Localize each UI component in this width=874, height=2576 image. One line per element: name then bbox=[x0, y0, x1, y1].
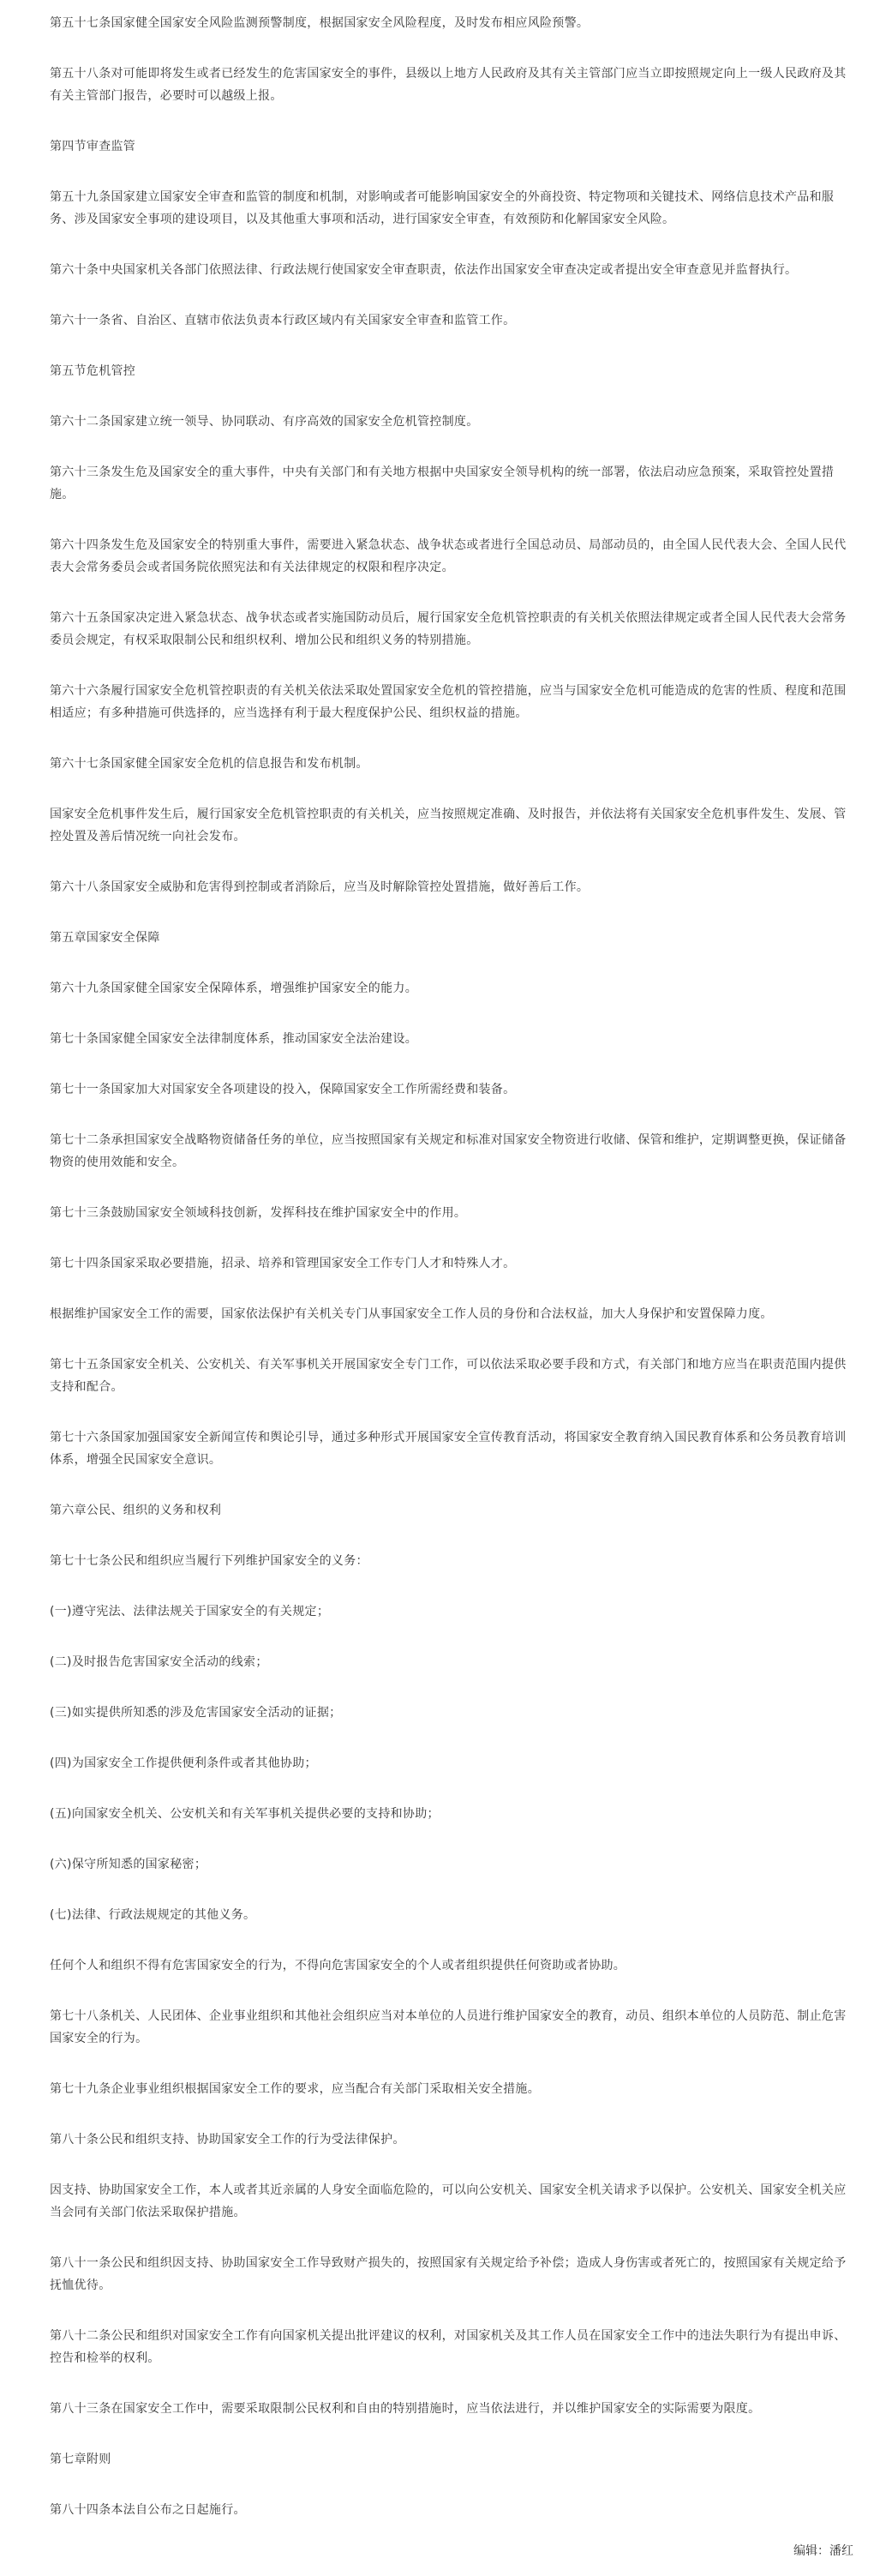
article-paragraph: (六)保守所知悉的国家秘密； bbox=[50, 1858, 207, 1871]
article-paragraph: 任何个人和组织不得有危害国家安全的行为，不得向危害国家安全的个人或者组织提供任何资助或者协助。 bbox=[50, 1959, 626, 1973]
article-paragraph: 第五十七条国家健全国家安全风险监测预警制度，根据国家安全风险程度，及时发布相应风险预警。 bbox=[50, 16, 590, 30]
article-paragraph: 第六十二条国家建立统一领导、协同联动、有序高效的国家安全危机管控制度。 bbox=[50, 415, 479, 429]
article-paragraph: 第五章国家安全保障 bbox=[50, 931, 160, 945]
article-paragraph: 第七十九条企业事业组织根据国家安全工作的要求，应当配合有关部门采取相关安全措施。 bbox=[50, 2082, 540, 2096]
article-paragraph: 根据维护国家安全工作的需要，国家依法保护有关机关专门从事国家安全工作人员的身份和合法权益，加大人身保护和安置保障力度。 bbox=[50, 1307, 773, 1321]
article-paragraph: 第七十七条公民和组织应当履行下列维护国家安全的义务： bbox=[50, 1554, 368, 1568]
article-paragraph: 第八十二条公民和组织对国家安全工作有向国家机关提出批评建议的权利，对国家机关及其工作人员在国家安全工作中的违法失职行为有提出申诉、控告和检举的权利。 bbox=[50, 2329, 847, 2365]
article-paragraph: 第五十九条国家建立国家安全审查和监管的制度和机制，对影响或者可能影响国家安全的外商投资、特定物项和关键技术、网络信息技术产品和服务、涉及国家安全事项的建设项目，以及其他重大事项和活动，进行国家安全审查，有效预防和化解国家安全风险。 bbox=[50, 190, 835, 226]
article-paragraph: 第五十八条对可能即将发生或者已经发生的危害国家安全的事件，县级以上地方人民政府及其有关主管部门应当立即按照规定向上一级人民政府及其有关主管部门报告，必要时可以越级上报。 bbox=[50, 67, 847, 103]
article-paragraph: 第六十七条国家健全国家安全危机的信息报告和发布机制。 bbox=[50, 757, 368, 771]
article-paragraph: 第七十五条国家安全机关、公安机关、有关军事机关开展国家安全专门工作，可以依法采取必要手段和方式，有关部门和地方应当在职责范围内提供支持和配合。 bbox=[50, 1358, 847, 1394]
article-paragraph: 第八十三条在国家安全工作中，需要采取限制公民权利和自由的特别措施时，应当依法进行，并以维护国家安全的实际需要为限度。 bbox=[50, 2402, 761, 2416]
article-paragraph: (四)为国家安全工作提供便利条件或者其他协助； bbox=[50, 1756, 317, 1770]
article-paragraph: 第八十四条本法自公布之日起施行。 bbox=[50, 2503, 246, 2517]
article-paragraph: (七)法律、行政法规规定的其他义务。 bbox=[50, 1908, 256, 1922]
article-paragraph: 第六十条中央国家机关各部门依照法律、行政法规行使国家安全审查职责，依法作出国家安全审查决定或者提出安全审查意见并监督执行。 bbox=[50, 263, 798, 277]
article-paragraph: 第五节危机管控 bbox=[50, 364, 136, 378]
article-paragraph: 第四节审查监管 bbox=[50, 140, 136, 153]
article-paragraph: (三)如实提供所知悉的涉及危害国家安全活动的证据； bbox=[50, 1706, 342, 1720]
article-paragraph: 第七章附则 bbox=[50, 2453, 111, 2466]
article-paragraph: (五)向国家安全机关、公安机关和有关军事机关提供必要的支持和协助； bbox=[50, 1807, 440, 1821]
editor-credit: 编辑：潘红 bbox=[793, 2544, 853, 2558]
article-paragraph: (二)及时报告危害国家安全活动的线索； bbox=[50, 1655, 268, 1669]
article-paragraph: 第七十条国家健全国家安全法律制度体系，推动国家安全法治建设。 bbox=[50, 1032, 417, 1046]
article-paragraph: 第六十四条发生危及国家安全的特别重大事件，需要进入紧急状态、战争状态或者进行全国总动员、局部动员的，由全国人民代表大会、全国人民代表大会常务委员会或者国务院依照宪法和有关法律规定的权限和程序决定。 bbox=[50, 538, 847, 574]
article-paragraph: 第六十九条国家健全国家安全保障体系，增强维护国家安全的能力。 bbox=[50, 982, 417, 995]
article-paragraph: 第六十三条发生危及国家安全的重大事件，中央有关部门和有关地方根据中央国家安全领导机构的统一部署，依法启动应急预案，采取管控处置措施。 bbox=[50, 465, 835, 501]
article-paragraph: 国家安全危机事件发生后，履行国家安全危机管控职责的有关机关，应当按照规定准确、及时报告，并依法将有关国家安全危机事件发生、发展、管控处置及善后情况统一向社会发布。 bbox=[50, 808, 847, 844]
article-paragraph: 第七十八条机关、人民团体、企业事业组织和其他社会组织应当对本单位的人员进行维护国家安全的教育，动员、组织本单位的人员防范、制止危害国家安全的行为。 bbox=[50, 2009, 847, 2045]
article-paragraph: 第七十六条国家加强国家安全新闻宣传和舆论引导，通过多种形式开展国家安全宣传教育活动，将国家安全教育纳入国民教育体系和公务员教育培训体系，增强全民国家安全意识。 bbox=[50, 1431, 847, 1467]
article-paragraph: 第七十一条国家加大对国家安全各项建设的投入，保障国家安全工作所需经费和装备。 bbox=[50, 1083, 516, 1096]
article-paragraph: 第八十条公民和组织支持、协助国家安全工作的行为受法律保护。 bbox=[50, 2133, 405, 2147]
article-paragraph: 第八十一条公民和组织因支持、协助国家安全工作导致财产损失的，按照国家有关规定给予补偿；造成人身伤害或者死亡的，按照国家有关规定给予抚恤优待。 bbox=[50, 2256, 847, 2292]
article-paragraph: 第七十四条国家采取必要措施，招录、培养和管理国家安全工作专门人才和特殊人才。 bbox=[50, 1257, 516, 1270]
article-paragraph: 因支持、协助国家安全工作，本人或者其近亲属的人身安全面临危险的，可以向公安机关、国家安全机关请求予以保护。公安机关、国家安全机关应当会同有关部门依法采取保护措施。 bbox=[50, 2183, 847, 2219]
article-paragraph: 第六十五条国家决定进入紧急状态、战争状态或者实施国防动员后，履行国家安全危机管控职责的有关机关依照法律规定或者全国人民代表大会常务委员会规定，有权采取限制公民和组织权利、增加公民和组织义务的特别措施。 bbox=[50, 611, 847, 647]
article-paragraph: 第六章公民、组织的义务和权利 bbox=[50, 1504, 222, 1517]
article-paragraph: 第六十六条履行国家安全危机管控职责的有关机关依法采取处置国家安全危机的管控措施，应当与国家安全危机可能造成的危害的性质、程度和范围相适应；有多种措施可供选择的，应当选择有利于最大程度保护公民、组织权益的措施。 bbox=[50, 684, 847, 720]
article-paragraph: 第六十八条国家安全威胁和危害得到控制或者消除后，应当及时解除管控处置措施，做好善后工作。 bbox=[50, 880, 590, 894]
article-body bbox=[50, 0, 855, 2549]
article-paragraph: (一)遵守宪法、法律法规关于国家安全的有关规定； bbox=[50, 1605, 330, 1618]
article-paragraph: 第七十二条承担国家安全战略物资储备任务的单位，应当按照国家有关规定和标准对国家安全物资进行收储、保管和维护，定期调整更换，保证储备物资的使用效能和安全。 bbox=[50, 1133, 847, 1169]
article-paragraph: 第七十三条鼓励国家安全领域科技创新，发挥科技在维护国家安全中的作用。 bbox=[50, 1206, 467, 1220]
article-paragraph: 第六十一条省、自治区、直辖市依法负责本行政区域内有关国家安全审查和监管工作。 bbox=[50, 314, 516, 327]
